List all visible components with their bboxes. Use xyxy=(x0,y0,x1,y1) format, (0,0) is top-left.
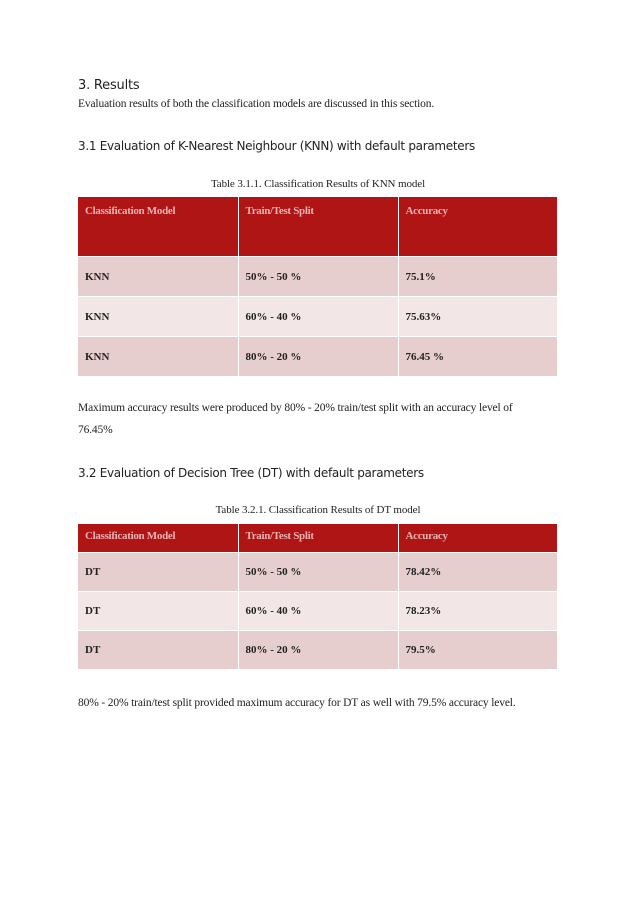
cell-split: 50% - 50 % xyxy=(238,553,398,592)
cell-model: KNN xyxy=(78,257,238,297)
cell-accuracy: 75.1% xyxy=(398,257,557,297)
column-header-model: Classification Model xyxy=(78,524,238,553)
cell-accuracy: 76.45 % xyxy=(398,337,557,377)
column-header-split: Train/Test Split xyxy=(238,524,398,553)
knn-table-caption: Table 3.1.1. Classification Results of KNN model xyxy=(210,178,426,190)
dt-table-caption: Table 3.2.1. Classification Results of DT model xyxy=(215,504,421,516)
cell-split: 80% - 20 % xyxy=(238,631,398,670)
column-header-accuracy: Accuracy xyxy=(398,197,557,257)
cell-model: KNN xyxy=(78,337,238,377)
cell-model: DT xyxy=(78,553,238,592)
dt-results-table xyxy=(78,524,557,669)
cell-accuracy: 78.23% xyxy=(398,592,557,631)
cell-model: DT xyxy=(78,631,238,670)
cell-accuracy: 75.63% xyxy=(398,297,557,337)
table-row xyxy=(78,337,557,377)
cell-split: 80% - 20 % xyxy=(238,337,398,377)
cell-model: DT xyxy=(78,592,238,631)
intro-paragraph: Evaluation results of both the classification models are discussed in this section. xyxy=(78,98,435,110)
table-row xyxy=(78,592,557,631)
table-row xyxy=(78,297,557,337)
table-row xyxy=(78,257,557,297)
knn-results-table xyxy=(78,197,557,376)
cell-accuracy: 79.5% xyxy=(398,631,557,670)
cell-model: KNN xyxy=(78,297,238,337)
column-header-accuracy: Accuracy xyxy=(398,524,557,553)
knn-section-heading: 3.1 Evaluation of K-Nearest Neighbour (KNN) with default parameters xyxy=(78,139,475,153)
knn-summary-line-2: 76.45% xyxy=(78,424,113,436)
column-header-model: Classification Model xyxy=(78,197,238,257)
cell-accuracy: 78.42% xyxy=(398,553,557,592)
cell-split: 50% - 50 % xyxy=(238,257,398,297)
section-title: 3. Results xyxy=(78,78,140,93)
cell-split: 60% - 40 % xyxy=(238,297,398,337)
cell-split: 60% - 40 % xyxy=(238,592,398,631)
table-header-row xyxy=(78,197,557,257)
column-header-split: Train/Test Split xyxy=(238,197,398,257)
dt-section-heading: 3.2 Evaluation of Decision Tree (DT) with default parameters xyxy=(78,466,424,480)
table-row xyxy=(78,631,557,670)
knn-summary-line-1: Maximum accuracy results were produced by 80% - 20% train/test split with an accuracy level of xyxy=(78,402,513,414)
dt-summary: 80% - 20% train/test split provided maximum accuracy for DT as well with 79.5% accuracy level. xyxy=(78,697,516,709)
table-row xyxy=(78,553,557,592)
table-header-row xyxy=(78,524,557,553)
